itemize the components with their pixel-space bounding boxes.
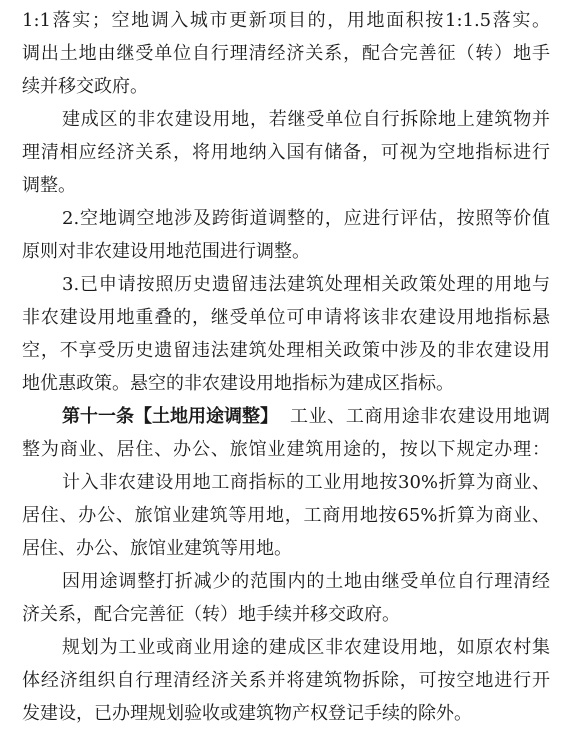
text-line: 计入非农建设用地工商指标的工业用地按30%折算为商业、 — [62, 472, 550, 493]
text-line: 因用途调整打折减少的范围内的土地由继受单位自行理清经 — [62, 571, 550, 592]
text-line: 济关系，配合完善征（转）地手续并移交政府。 — [22, 604, 400, 625]
text-line: 理清相应经济关系，将用地纳入国有储备，可视为空地指标进行 — [22, 142, 550, 163]
text-line: 居住、办公、旅馆业建筑等用地，工商用地按65%折算为商业、 — [22, 505, 550, 526]
text-line: 2.空地调空地涉及跨街道调整的，应进行评估，按照等价值 — [62, 208, 550, 229]
text-line: 原则对非农建设用地范围进行调整。 — [22, 241, 310, 262]
text-line: 调整。 — [22, 175, 76, 196]
article-heading: 第十一条【土地用途调整】 — [62, 406, 278, 427]
text-line: 续并移交政府。 — [22, 76, 148, 97]
text-line: 地优惠政策。悬空的非农建设用地指标为建成区指标。 — [22, 373, 454, 394]
text-line: 空，不享受历史遗留违法建筑处理相关政策中涉及的非农建设用 — [22, 340, 550, 361]
text-line: 发建设，已办理规划验收或建筑物产权登记手续的除外。 — [22, 703, 472, 724]
text-line: 调出土地由继受单位自行理清经济关系，配合完善征（转）地手 — [22, 43, 550, 64]
text-line: 居住、办公、旅馆业建筑等用地。 — [22, 538, 292, 559]
text-line: 建成区的非农建设用地，若继受单位自行拆除地上建筑物并 — [62, 109, 550, 130]
text-line: 1:1落实；空地调入城市更新项目的，用地面积按1:1.5落实。 — [22, 10, 550, 31]
text-line: 整为商业、居住、办公、旅馆业建筑用途的，按以下规定办理： — [22, 439, 550, 460]
text-line: 3.已申请按照历史遗留违法建筑处理相关政策处理的用地与 — [62, 274, 550, 295]
text-line: 工业、工商用途非农建设用地调 — [290, 406, 550, 427]
text-line: 规划为工业或商业用途的建成区非农建设用地，如原农村集 — [62, 637, 550, 658]
text-line: 非农建设用地重叠的，继受单位可申请将该非农建设用地指标悬 — [22, 307, 550, 328]
text-line: 体经济组织自行理清经济关系并将建筑物拆除，可按空地进行开 — [22, 670, 550, 691]
